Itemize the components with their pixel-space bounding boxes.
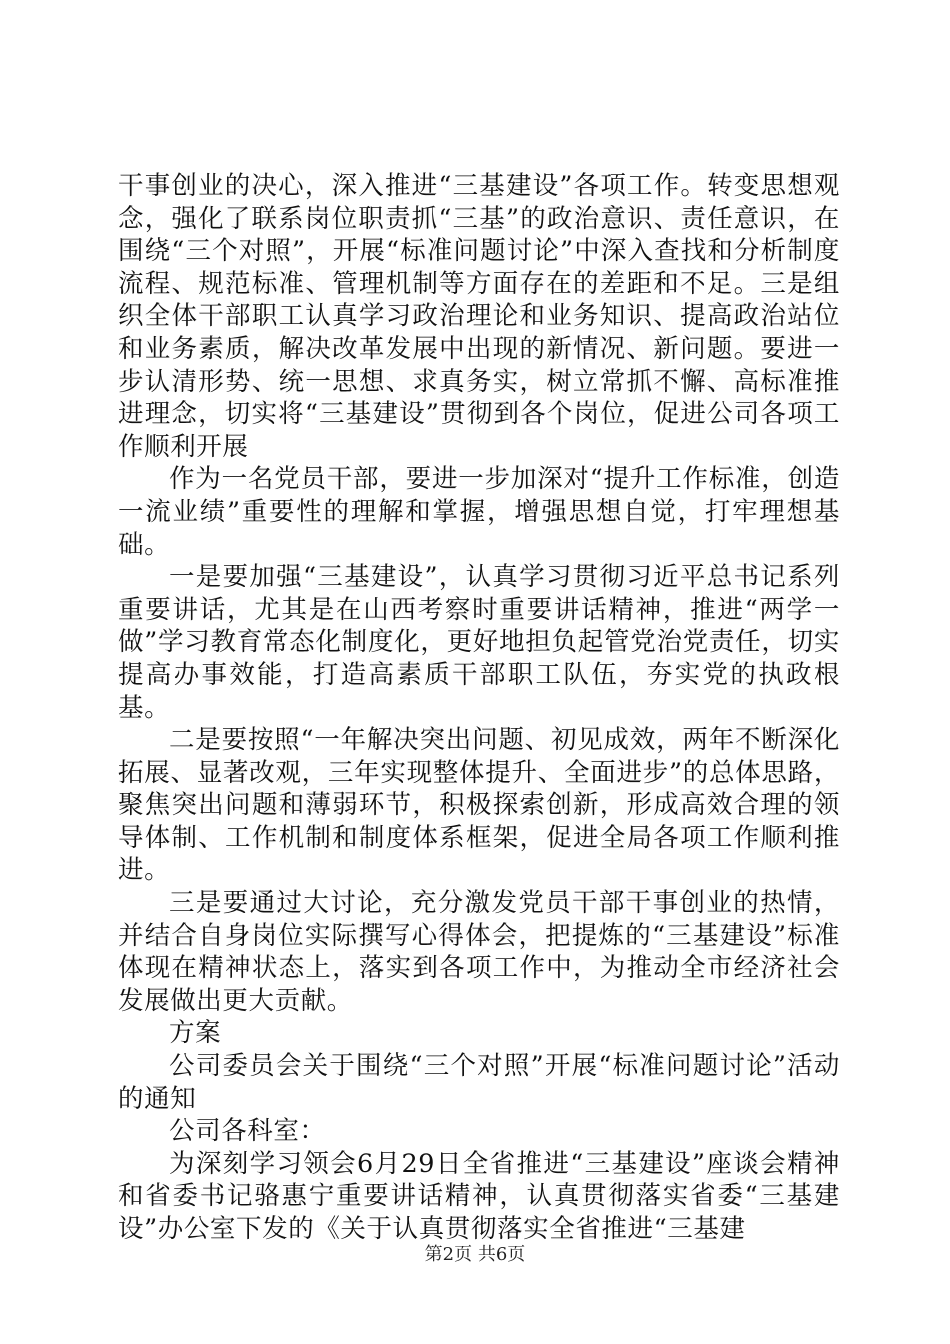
page-footer: 第2页 共6页 [424,1244,526,1265]
paragraph-5: 三是要通过大讨论，充分激发党员干部干事创业的热情，并结合自身岗位实际撰写心得体会，把提炼的“三基建设”标准体现在精神状态上，落实到各项工作中，为推动全市经济社会发展做出更大贡献。 [118,888,840,1016]
paragraph-addressee: 公司各科室： [169,1116,326,1147]
paragraph-4: 二是要按照“一年解决突出问题、初见成效，两年不断深化拓展、显著改观，三年实现整体提升、全面进步”的总体思路，聚焦突出问题和薄弱环节，积极探索创新，形成高效合理的领导体制、工作机制和制度体系框架，促进全局各项工作顺利推进。 [118,725,840,886]
paragraph-heading-plan: 方案 [169,1018,222,1049]
paragraph-3: 一是要加强“三基建设”，认真学习贯彻习近平总书记系列重要讲话，尤其是在山西考察时重要讲话精神，推进“两学一做”学习教育常态化制度化，更好地担负起管党治党责任，切实提高办事效能，打造高素质干部职工队伍，夯实党的执政根基。 [118,562,840,723]
paragraph-1: 干事创业的决心，深入推进“三基建设”各项工作。转变思想观念，强化了联系岗位职责抓“三基”的政治意识、责任意识，在围绕“三个对照”，开展“标准问题讨论”中深入查找和分析制度流程、规范标准、管理机制等方面存在的差距和不足。三是组织全体干部职工认真学习政治理论和业务知识、提高政治站位和业务素质，解决改革发展中出现的新情况、新问题。要进一步认清形势、统一思想、求真务实，树立常抓不懈、高标准推进理念，切实将“三基建设”贯彻到各个岗位，促进公司各项工作顺利开展 [118,171,840,462]
paragraph-9: 为深刻学习领会6月29日全省推进“三基建设”座谈会精神和省委书记骆惠宁重要讲话精神，认真贯彻落实省委“三基建设”办公室下发的《关于认真贯彻落实全省推进“三基建 [118,1148,840,1244]
paragraph-notice-title: 公司委员会关于围绕“三个对照”开展“标准问题讨论”活动的通知 [118,1051,840,1114]
document-body [118,170,840,1246]
paragraph-2: 作为一名党员干部，要进一步加深对“提升工作标准，创造一流业绩”重要性的理解和掌握，增强思想自觉，打牢理想基础。 [118,464,840,560]
